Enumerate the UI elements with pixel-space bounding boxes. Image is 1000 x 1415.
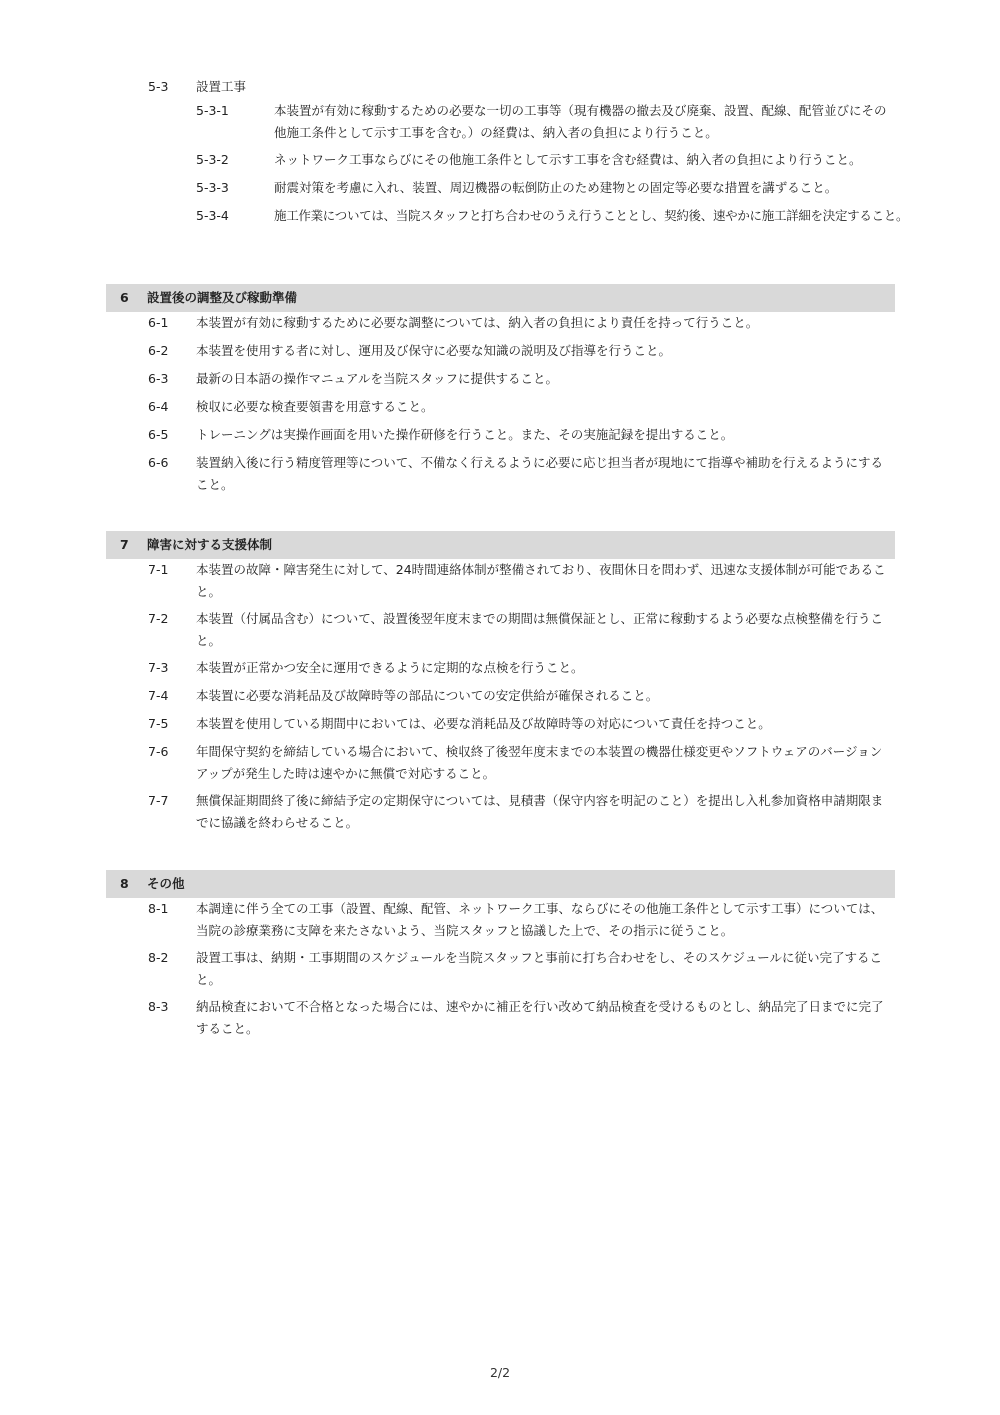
section-title: その他 [147, 876, 185, 891]
item-text: ネットワーク工事ならびにその他施工条件として示す工事を含む経費は、納入者の負担により行うこと。 [274, 152, 862, 167]
item-number: 6-6 [148, 455, 169, 470]
section-header-7 [106, 531, 895, 559]
item-number: 6-3 [148, 371, 169, 386]
item-number: 8-2 [148, 950, 169, 965]
item-number: 6-4 [148, 399, 169, 414]
item-text: 本装置が有効に稼動するために必要な調整については、納入者の負担により責任を持って行うこと。 [196, 315, 759, 330]
item-text: トレーニングは実操作画面を用いた操作研修を行うこと。また、その実施記録を提出すること。 [196, 427, 734, 442]
page-number: 2/2 [489, 1365, 511, 1380]
item-text: 納品検査において不合格となった場合には、速やかに補正を行い改めて納品検査を受けるものとし、納品完了日までに完了すること。 [196, 999, 884, 1036]
item-number: 5-3-3 [196, 180, 229, 195]
item-text: 本装置に必要な消耗品及び故障時等の部品についての安定供給が確保されること。 [196, 688, 659, 703]
item-text: 本装置が正常かつ安全に運用できるように定期的な点検を行うこと。 [196, 660, 584, 675]
item-number: 6-5 [148, 427, 169, 442]
item-text: 設置工事は、納期・工事期間のスケジュールを当院スタッフと事前に打ち合わせをし、そのスケジュールに従い完了すること。 [196, 950, 883, 987]
item-number: 7-5 [148, 716, 169, 731]
item-number: 6-1 [148, 315, 169, 330]
item-number: 5-3-2 [196, 152, 229, 167]
item-text: 無償保証期間終了後に締結予定の定期保守については、見積書（保守内容を明記のこと）を提出し入札参加資格申請期限までに協議を終わらせること。 [196, 793, 884, 830]
item-number: 7-1 [148, 562, 169, 577]
item-number: 7-3 [148, 660, 169, 675]
item-text: 施工作業については、当院スタッフと打ち合わせのうえ行うこととし、契約後、速やかに施工詳細を決定すること。 [274, 208, 909, 223]
item-text: 本装置の故障・障害発生に対して、24時間連絡体制が整備されており、夜間休日を問わず、迅速な支援体制が可能であること。 [196, 562, 886, 599]
section-header-6 [106, 284, 895, 312]
item-number: 7-6 [148, 744, 169, 759]
section-number: 7 [120, 537, 129, 552]
section-number: 8 [120, 876, 129, 891]
subsection-title: 設置工事 [196, 79, 247, 94]
item-number: 7-7 [148, 793, 169, 808]
section-header-8 [106, 870, 895, 898]
section-title: 障害に対する支援体制 [147, 537, 273, 552]
item-number: 6-2 [148, 343, 169, 358]
section-title: 設置後の調整及び稼動準備 [147, 290, 298, 305]
item-text: 年間保守契約を締結している場合において、検収終了後翌年度末までの本装置の機器仕様変更やソフトウェアのバージョンアップが発生した時は速やかに無償で対応すること。 [196, 744, 883, 781]
item-number: 5-3-4 [196, 208, 229, 223]
item-number: 7-4 [148, 688, 169, 703]
item-number: 5-3-1 [196, 103, 229, 118]
item-text: 本調達に伴う全ての工事（設置、配線、配管、ネットワーク工事、ならびにその他施工条件として示す工事）については、当院の診療業務に支障を来たさないよう、当院スタッフと協議した上で、その指示に従うこと。 [196, 901, 884, 938]
item-number: 7-2 [148, 611, 169, 626]
item-text: 耐震対策を考慮に入れ、装置、周辺機器の転倒防止のため建物との固定等必要な措置を講ずること。 [274, 180, 838, 195]
section-number: 6 [120, 290, 129, 305]
item-text: 検収に必要な検査要領書を用意すること。 [196, 399, 434, 414]
item-text: 本装置を使用している期間中においては、必要な消耗品及び故障時等の対応について責任を持つこと。 [196, 716, 771, 731]
item-text: 本装置（付属品含む）について、設置後翌年度末までの期間は無償保証とし、正常に稼動するよう必要な点検整備を行うこと。 [196, 611, 884, 648]
item-number: 8-3 [148, 999, 169, 1014]
item-text: 本装置を使用する者に対し、運用及び保守に必要な知識の説明及び指導を行うこと。 [196, 343, 672, 358]
item-number: 8-1 [148, 901, 169, 916]
subsection-number: 5-3 [148, 79, 169, 94]
item-text: 最新の日本語の操作マニュアルを当院スタッフに提供すること。 [196, 371, 559, 386]
item-text: 装置納入後に行う精度管理等について、不備なく行えるように必要に応じ担当者が現地にて指導や補助を行えるようにすること。 [196, 455, 884, 492]
item-text: 本装置が有効に稼動するための必要な一切の工事等（現有機器の撤去及び廃棄、設置、配線、配管並びにその他施工条件として示す工事を含む。）の経費は、納入者の負担により行うこと。 [274, 103, 887, 140]
